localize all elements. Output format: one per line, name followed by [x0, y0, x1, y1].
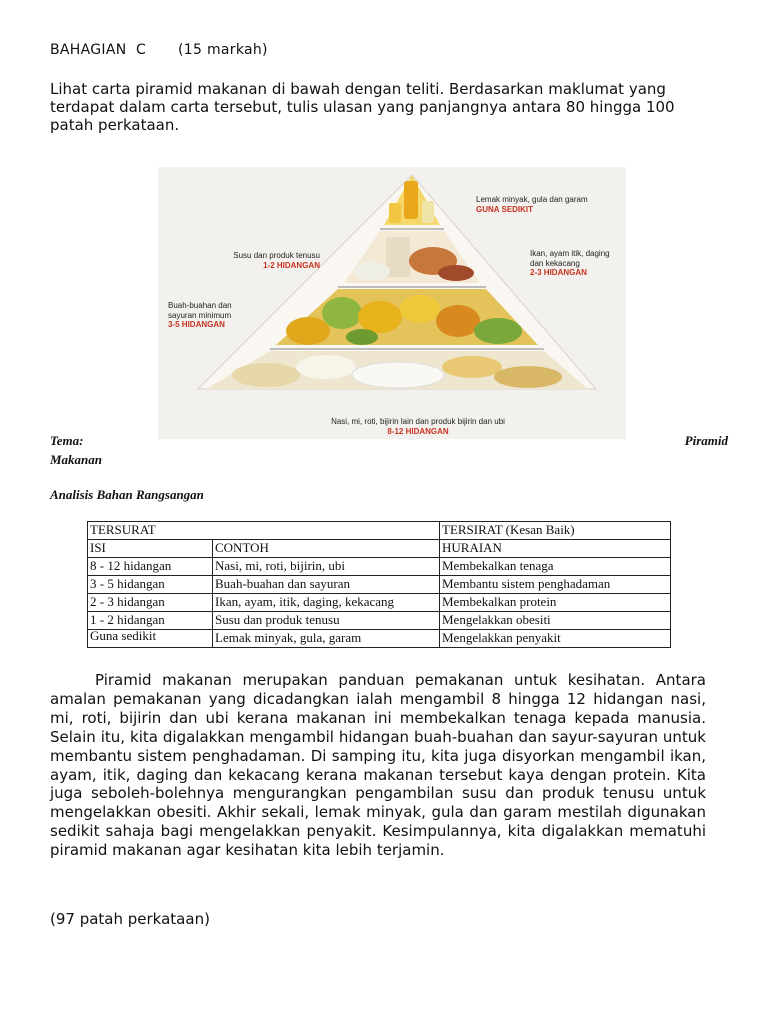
table-row: [88, 594, 671, 612]
table-header-row-1: [88, 522, 671, 540]
analysis-table: [87, 521, 671, 648]
word-count: (97 patah perkataan): [50, 910, 210, 928]
cell-huraian: Membantu sistem penghadaman: [440, 576, 671, 594]
table-row: [88, 612, 671, 630]
label-fruit: [168, 301, 248, 330]
cell-contoh: Ikan, ayam, itik, daging, kekacang: [213, 594, 440, 612]
label-dairy-text: Susu dan produk tenusu: [233, 251, 320, 260]
table-header-row-2: [88, 540, 671, 558]
section-title: BAHAGIAN C: [50, 42, 147, 58]
cell-isi: 8 - 12 hidangan: [88, 558, 213, 576]
essay-paragraph: [50, 671, 706, 860]
tema-label: Tema:: [50, 433, 84, 448]
cell-contoh: Lemak minyak, gula, garam: [213, 630, 440, 648]
header-huraian: HURAIAN: [440, 540, 671, 558]
essay-text: Piramid makanan merupakan panduan pemakanan untuk kesihatan. Antara amalan pemakanan yang dicadangkan ialah mengambil 8 hingga 12 hidangan nasi, mi, roti, bijirin dan ubi kerana makanan ini membekalkan tenaga kepada manusia. Selain itu, kita digalakkan mengambil hidangan buah-buahan dan sayur-sayuran untuk membantu sistem penghadaman. Di samping itu, kita juga disyorkan mengambil ikan, ayam, itik, daging dan kekacang kerana makanan tersebut kaya dengan protein. Kita juga seboleh-bolehnya mengurangkan pengambilan susu dan produk tenusu untuk mengelakkan obesiti. Akhir sekali, lemak minyak, gula dan garam mestilah digunakan sedikit sahaja bagi mengelakkan penyakit. Kesimpulannya, kita digalakkan mematuhi piramid makanan agar kesihatan kita lebih terjamin.: [50, 671, 706, 860]
food-pyramid-figure: [158, 167, 626, 439]
table-row: [88, 576, 671, 594]
cell-huraian: Membekalkan protein: [440, 594, 671, 612]
header-tersirat: TERSIRAT (Kesan Baik): [440, 522, 671, 540]
cell-contoh: Susu dan produk tenusu: [213, 612, 440, 630]
label-protein-text: Ikan, ayam itik, daging dan kekacang: [530, 249, 610, 268]
instruction-text: Lihat carta piramid makanan di bawah dengan teliti. Berdasarkan maklumat yang terdapat dalam carta tersebut, tulis ulasan yang panjangnya antara 80 hingga 100 patah perkataan.: [50, 80, 675, 134]
label-protein-serving: 2-3 HIDANGAN: [530, 268, 587, 277]
label-dairy-serving: 1-2 HIDANGAN: [263, 260, 320, 270]
label-fats-serving: GUNA SEDIKIT: [476, 204, 534, 214]
header-contoh: CONTOH: [213, 540, 440, 558]
cell-isi: 2 - 3 hidangan: [88, 594, 213, 612]
cell-contoh: Buah-buahan dan sayuran: [213, 576, 440, 594]
header-isi: ISI: [88, 540, 213, 558]
table-row: [88, 630, 671, 648]
label-fruit-serving: 3-5 HIDANGAN: [168, 320, 225, 329]
tema-value-line1: Piramid: [684, 433, 728, 448]
label-protein: [530, 249, 624, 278]
section-marks: (15 markah): [178, 42, 268, 58]
cell-huraian: Mengelakkan obesiti: [440, 612, 671, 630]
cell-isi: 3 - 5 hidangan: [88, 576, 213, 594]
cell-isi: 1 - 2 hidangan: [88, 612, 213, 630]
cell-contoh: Nasi, mi, roti, bijirin, ubi: [213, 558, 440, 576]
cell-isi: Guna sedikit: [88, 630, 213, 648]
cell-huraian: Mengelakkan penyakit: [440, 630, 671, 648]
label-dairy: [210, 251, 320, 270]
label-fats-text: Lemak minyak, gula dan garam: [476, 195, 588, 204]
label-fats: [476, 195, 596, 214]
analysis-title: Analisis Bahan Rangsangan: [50, 487, 204, 502]
label-grains: [268, 417, 568, 436]
cell-huraian: Membekalkan tenaga: [440, 558, 671, 576]
header-tersurat: TERSURAT: [88, 522, 440, 540]
table-row: [88, 558, 671, 576]
tema-value-line2: Makanan: [50, 452, 103, 467]
section-header: [50, 42, 268, 58]
label-grains-text: Nasi, mi, roti, bijirin lain dan produk bijirin dan ubi: [331, 417, 505, 426]
label-fruit-text: Buah-buahan dan sayuran minimum: [168, 301, 232, 320]
label-grains-serving: 8-12 HIDANGAN: [387, 426, 449, 436]
